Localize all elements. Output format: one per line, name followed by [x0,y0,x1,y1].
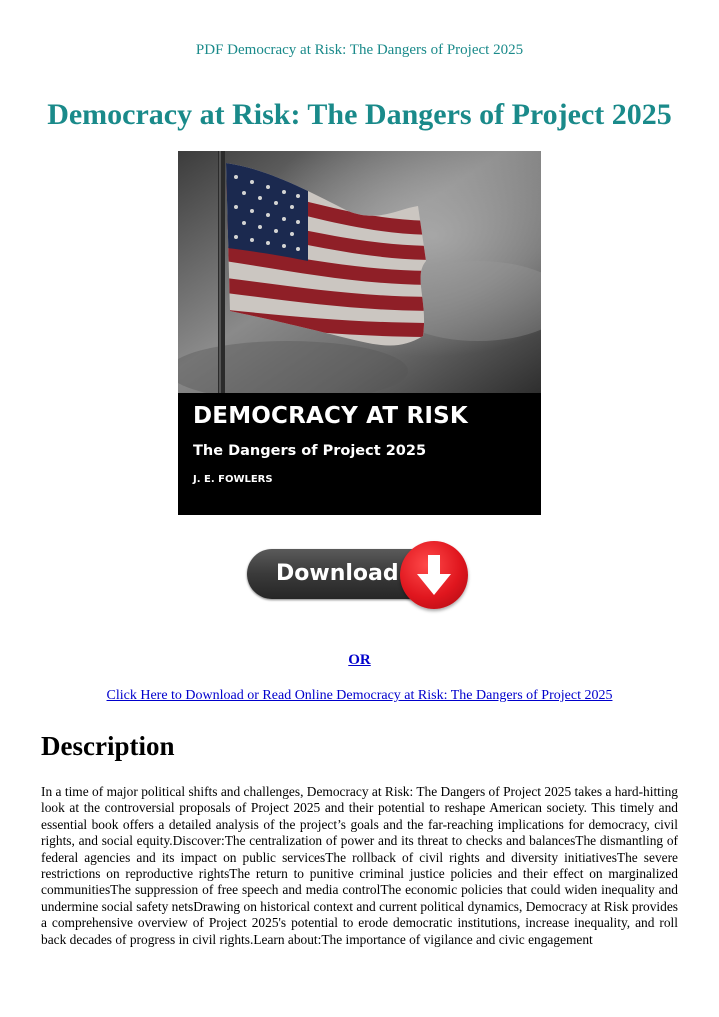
download-arrow-icon [400,541,468,609]
description-heading: Description [41,731,175,761]
header-line: PDF Democracy at Risk: The Dangers of Project 2025 [195,42,524,58]
download-label: Download [276,561,399,586]
book-cover [178,151,541,515]
cover-title: DEMOCRACY AT RISK [193,403,468,429]
or-link[interactable]: OR [348,652,371,668]
read-online-wrapper [0,686,719,704]
description-body: In a time of major political shifts and challenges, Democracy at Risk: The Dangers of Project 2025 takes a hard-hitting look at the controversial proposals of Project 2025 and their potential to reshape American society. This timely and essential book offers a detailed analysis of the project’s goals and the far-reaching implications for democracy, civil rights, and social equity.Discover:The centralization of power and its threat to checks and balancesThe dismantling of federal agencies and its impact on public servicesThe rollback of civil rights and diversity initiativesThe severe restrictions on reproductive rightsThe return to punitive criminal justice policies and their effect on marginalized communitiesThe suppression of free speech and media controlThe economic policies that could widen inequality and undermine social safety netsDrawing on historical context and current political dynamics, Democracy at Risk provides a comprehensive overview of Project 2025's potential to erode democratic institutions, increase inequality, and roll back decades of progress in civil rights.Learn about:The importance of vigilance and civic engagement [41,784,678,947]
download-button[interactable] [246,541,474,609]
cover-subtitle: The Dangers of Project 2025 [193,443,427,459]
cover-author: J. E. FOWLERS [193,474,273,485]
or-link-wrapper [0,651,719,669]
read-online-link[interactable]: Click Here to Download or Read Online Democracy at Risk: The Dangers of Project 2025 [106,688,613,703]
page-title: Democracy at Risk: The Dangers of Project 2025 [47,98,672,131]
